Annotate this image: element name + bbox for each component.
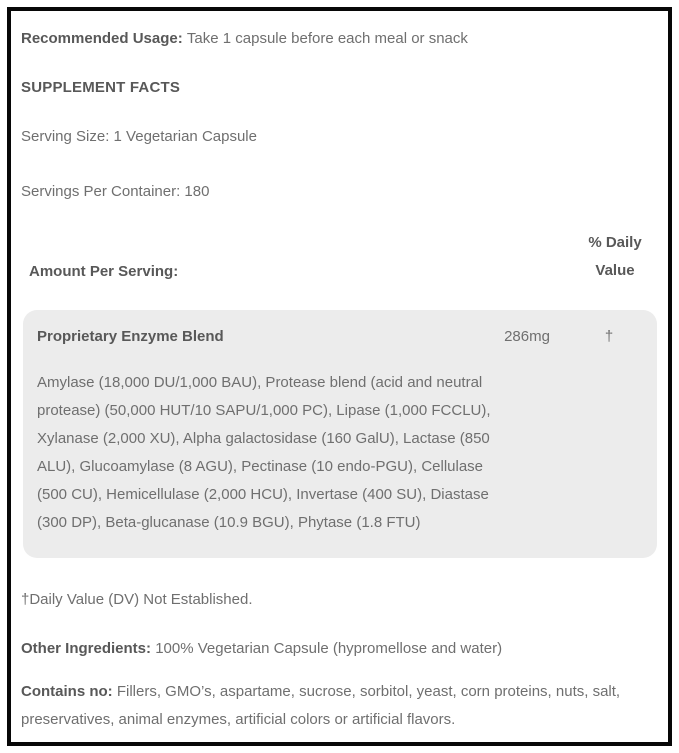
daily-value-header	[572, 229, 658, 285]
other-ingredients-text: 100% Vegetarian Capsule (hypromellose and water)	[155, 640, 503, 657]
proprietary-blend-panel	[23, 310, 657, 558]
daily-value-footnote: †Daily Value (DV) Not Established.	[21, 591, 253, 608]
servings-per-container-row: Servings Per Container: 180	[21, 183, 210, 200]
contains-no-row	[21, 678, 658, 734]
recommended-usage-text: Take 1 capsule before each meal or snack	[186, 30, 468, 47]
blend-name: Proprietary Enzyme Blend	[37, 328, 224, 345]
contains-no-text: Fillers, GMO’s, aspartame, sucrose, sorbitol, yeast, corn proteins, nuts, salt, preservatives, animal enzymes, artificial colors or artificial flavors.	[21, 683, 621, 728]
other-ingredients-label: Other Ingredients:	[21, 640, 152, 657]
other-ingredients-row	[21, 639, 658, 659]
serving-size-row: Serving Size: 1 Vegetarian Capsule	[21, 128, 257, 145]
blend-header-row	[37, 327, 643, 347]
recommended-usage-row	[21, 29, 658, 49]
blend-description: Amylase (18,000 DU/1,000 BAU), Protease blend (acid and neutral protease) (50,000 HUT/10 SAPU/1,000 PC), Lipase (1,000 FCCLU), Xylanase (2,000 XU), Alpha galactosidase (160 GalU), Lactase (850 ALU), Glucoamylase (8 AGU), Pectinase (10 endo-PGU), Cellulase (500 CU), Hemicellulase (2,000 HCU), Invertase (400 SU), Diastase (300 DP), Beta-glucanase (10.9 BGU), Phytase (1.8 FTU)	[37, 374, 491, 531]
supplement-facts-title: SUPPLEMENT FACTS	[21, 79, 181, 96]
blend-amount: 286mg	[504, 328, 550, 345]
blend-daily-value-dagger: †	[604, 328, 614, 345]
amount-per-serving-label: Amount Per Serving:	[29, 263, 179, 280]
supplement-facts-card	[7, 7, 672, 746]
facts-header-row	[21, 229, 658, 285]
daily-value-header-line2: Value	[595, 262, 635, 279]
contains-no-label: Contains no:	[21, 683, 113, 700]
daily-value-header-line1: % Daily	[588, 234, 642, 251]
recommended-usage-label: Recommended Usage:	[21, 30, 183, 47]
